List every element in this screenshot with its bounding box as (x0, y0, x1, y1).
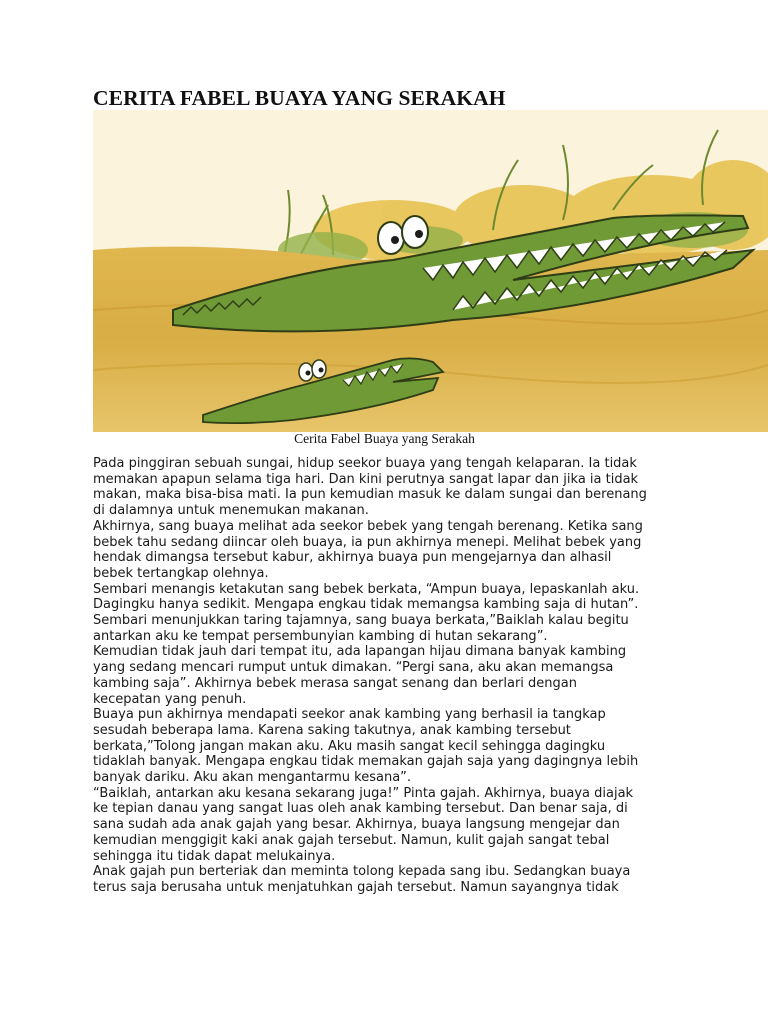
text-line: yang sedang mencari rumput untuk dimakan. “Pergi sana, aku akan memangsa (93, 660, 614, 676)
text-line: hendak dimangsa tersebut kabur, akhirnya buaya pun mengejarnya dan alhasil (93, 550, 612, 566)
text-line: Sembari menangis ketakutan sang bebek berkata, “Ampun buaya, lepaskanlah aku. (93, 581, 640, 597)
text-line: Kemudian tidak jauh dari tempat itu, ada lapangan hijau dimana banyak kambing (93, 644, 627, 660)
text-line: bebek tahu sedang diincar oleh buaya, ia pun akhirnya menepi. Melihat bebek yang (93, 534, 642, 550)
document-title: CERITA FABEL BUAYA YANG SERAKAH (93, 86, 506, 110)
text-line: kecepatan yang penuh. (93, 691, 247, 707)
text-line: terus saja berusaha untuk menjatuhkan gajah tersebut. Namun sayangnya tidak (93, 879, 619, 895)
text-line: makan, maka bisa-bisa mati. Ia pun kemudian masuk ke dalam sungai dan berenang (93, 487, 647, 503)
figure-caption: Cerita Fabel Buaya yang Serakah (294, 431, 475, 446)
text-line: kemudian menggigit kaki anak gajah tersebut. Namun, kulit gajah sangat tebal (93, 832, 610, 848)
text-line: kambing saja”. Akhirnya bebek merasa sangat senang dan berlari dengan (93, 675, 577, 691)
text-line: “Baiklah, antarkan aku kesana sekarang juga!” Pinta gajah. Akhirnya, buaya diajak (93, 785, 634, 801)
text-line: antarkan aku ke tempat persembunyian kambing di hutan sekarang”. (93, 628, 548, 644)
text-line: sesudah beberapa lama. Karena saking takutnya, anak kambing tersebut (93, 722, 571, 738)
text-line: memakan apapun selama tiga hari. Dan kini perutnya sangat lapar dan jika ia tidak (93, 471, 639, 487)
text-line: Pada pinggiran sebuah sungai, hidup seekor buaya yang tengah kelaparan. Ia tidak (93, 456, 637, 471)
text-line: berkata,”Tolong jangan makan aku. Aku masih sangat kecil sehingga dagingku (93, 738, 606, 754)
story-body (93, 456, 693, 896)
text-line: sehingga itu tidak dapat melukainya. (93, 848, 336, 864)
text-line: Akhirnya, sang buaya melihat ada seekor bebek yang tengah berenang. Ketika sang (93, 518, 643, 534)
text-line: Sembari menunjukkan taring tajamnya, sang buaya berkata,”Baiklah kalau begitu (93, 613, 629, 629)
text-line: banyak dariku. Aku akan mengantarmu kesana”. (93, 770, 412, 786)
text-line: bebek tertangkap olehnya. (93, 565, 269, 581)
text-line: tidaklah banyak. Mengapa engkau tidak memakan gajah saja yang dagingnya lebih (93, 754, 639, 770)
text-line: Dagingku hanya sedikit. Mengapa engkau tidak memangsa kambing saja di hutan”. (93, 597, 639, 613)
crocodile-illustration (93, 110, 768, 432)
text-line: di dalamnya untuk menemukan makanan. (93, 503, 369, 519)
text-line: ke tepian danau yang sangat luas oleh anak kambing tersebut. Dan benar saja, di (93, 801, 628, 817)
text-line: Anak gajah pun berteriak dan meminta tolong kepada sang ibu. Sedangkan buaya (93, 864, 631, 880)
text-line: sana sudah ada anak gajah yang besar. Akhirnya, buaya langsung mengejar dan (93, 817, 620, 833)
text-line: Buaya pun akhirnya mendapati seekor anak kambing yang berhasil ia tangkap (93, 707, 606, 723)
